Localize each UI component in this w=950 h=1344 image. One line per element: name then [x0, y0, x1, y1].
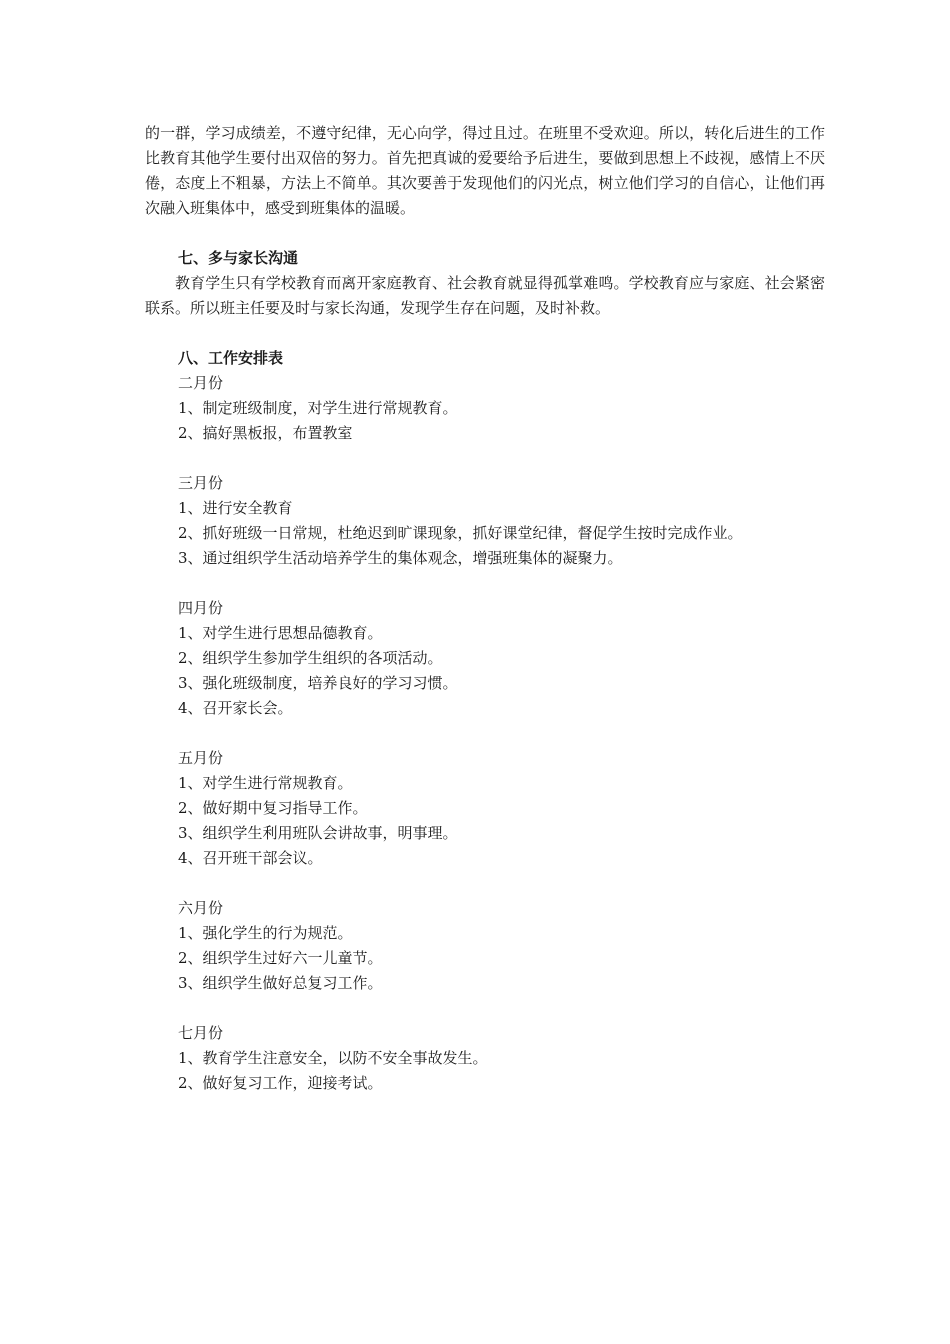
list-item: 1、制定班级制度，对学生进行常规教育。: [178, 399, 458, 417]
list-item: 3、强化班级制度，培养良好的学习习惯。: [178, 674, 458, 692]
section-7-heading: 七、多与家长沟通: [178, 249, 299, 267]
section-7-paragraph: 教育学生只有学校教育而离开家庭教育、社会教育就显得孤掌难鸣。学校教育应与家庭、社会紧密联系。所以班主任要及时与家长沟通，发现学生存在问题，及时补救。: [145, 274, 825, 317]
list-item: 1、对学生进行思想品德教育。: [178, 624, 383, 642]
list-item: 2、做好复习工作，迎接考试。: [178, 1074, 383, 1092]
list-item: 4、召开家长会。: [178, 699, 293, 717]
month-block-feb: [145, 371, 825, 446]
spacer: [145, 996, 825, 1021]
month-title: 四月份: [178, 599, 224, 617]
list-item: 2、做好期中复习指导工作。: [178, 799, 368, 817]
month-title: 三月份: [178, 474, 224, 492]
list-item: 3、组织学生利用班队会讲故事，明事理。: [178, 824, 458, 842]
spacer: [145, 221, 825, 246]
month-block-mar: [145, 471, 825, 571]
section-8-heading: 八、工作安排表: [178, 349, 284, 367]
list-item: 1、教育学生注意安全，以防不安全事故发生。: [178, 1049, 488, 1067]
month-block-may: [145, 746, 825, 871]
month-title: 二月份: [178, 374, 224, 392]
month-block-jun: [145, 896, 825, 996]
month-block-jul: [145, 1021, 825, 1096]
spacer: [145, 571, 825, 596]
month-title: 七月份: [178, 1024, 224, 1042]
list-item: 3、通过组织学生活动培养学生的集体观念，增强班集体的凝聚力。: [178, 549, 623, 567]
intro-paragraph: 的一群，学习成绩差，不遵守纪律，无心向学，得过且过。在班里不受欢迎。所以，转化后进生的工作比教育其他学生要付出双倍的努力。首先把真诚的爱要给予后进生，要做到思想上不歧视，感情上不厌倦，态度上不粗暴，方法上不简单。其次要善于发现他们的闪光点，树立他们学习的自信心，让他们再次融入班集体中，感受到班集体的温暖。: [145, 124, 825, 217]
month-title: 六月份: [178, 899, 224, 917]
list-item: 3、组织学生做好总复习工作。: [178, 974, 383, 992]
month-block-apr: [145, 596, 825, 721]
list-item: 2、组织学生过好六一儿童节。: [178, 949, 383, 967]
list-item: 4、召开班干部会议。: [178, 849, 323, 867]
list-item: 2、抓好班级一日常规，杜绝迟到旷课现象，抓好课堂纪律，督促学生按时完成作业。: [178, 524, 743, 542]
list-item: 1、对学生进行常规教育。: [178, 774, 353, 792]
spacer: [145, 321, 825, 346]
list-item: 2、搞好黑板报，布置教室: [178, 424, 353, 442]
list-item: 1、进行安全教育: [178, 499, 293, 517]
list-item: 1、强化学生的行为规范。: [178, 924, 353, 942]
spacer: [145, 871, 825, 896]
spacer: [145, 721, 825, 746]
spacer: [145, 446, 825, 471]
document-page: [145, 121, 825, 1096]
list-item: 2、组织学生参加学生组织的各项活动。: [178, 649, 443, 667]
month-title: 五月份: [178, 749, 224, 767]
